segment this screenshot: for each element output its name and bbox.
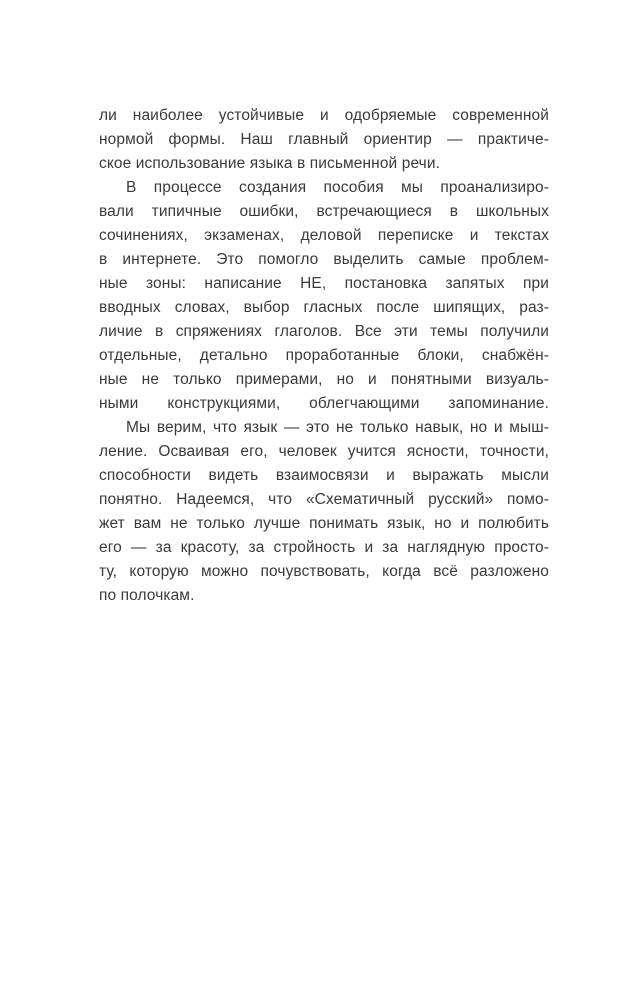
text-line: вводных словах, выбор гласных после шипящих, раз- xyxy=(99,299,549,316)
text-line: жет вам не только лучше понимать язык, но и полюбить xyxy=(99,515,549,532)
text-line: его — за красоту, за стройность и за наглядную просто- xyxy=(99,539,549,556)
text-line: ли наиболее устойчивые и одобряемые современной xyxy=(99,107,549,124)
text-line: ту, которую можно почувствовать, когда всё разложено xyxy=(99,563,549,580)
text-line: ные зоны: написание НЕ, постановка запятых при xyxy=(99,275,549,292)
text-line: отдельные, детально проработанные блоки, снабжён- xyxy=(99,347,549,364)
text-line: нормой формы. Наш главный ориентир — практиче- xyxy=(99,131,549,148)
paragraph xyxy=(99,416,549,608)
paragraph xyxy=(99,104,549,176)
text-line: понятно. Надеемся, что «Схематичный русский» помо- xyxy=(99,491,549,508)
body-text xyxy=(99,104,549,608)
text-line: Мы верим, что язык — это не только навык, но и мыш- xyxy=(126,419,549,436)
text-line: в интернете. Это помогло выделить самые проблем- xyxy=(99,251,549,268)
text-line: ление. Осваивая его, человек учится ясности, точности, xyxy=(99,443,549,460)
paragraph xyxy=(99,176,549,416)
text-line: В процессе создания пособия мы проанализиро- xyxy=(126,179,549,196)
text-line: ные не только примерами, но и понятными визуаль- xyxy=(99,371,549,388)
text-line: ское использование языка в письменной речи. xyxy=(99,155,440,172)
text-line: личие в спряжениях глаголов. Все эти темы получили xyxy=(99,323,549,340)
text-line: ными конструкциями, облегчающими запоминание. xyxy=(99,395,549,412)
text-line: способности видеть взаимосвязи и выражать мысли xyxy=(99,467,549,484)
text-line: вали типичные ошибки, встречающиеся в школьных xyxy=(99,203,549,220)
text-line: сочинениях, экзаменах, деловой переписке и текстах xyxy=(99,227,549,244)
text-line: по полочкам. xyxy=(99,587,195,604)
